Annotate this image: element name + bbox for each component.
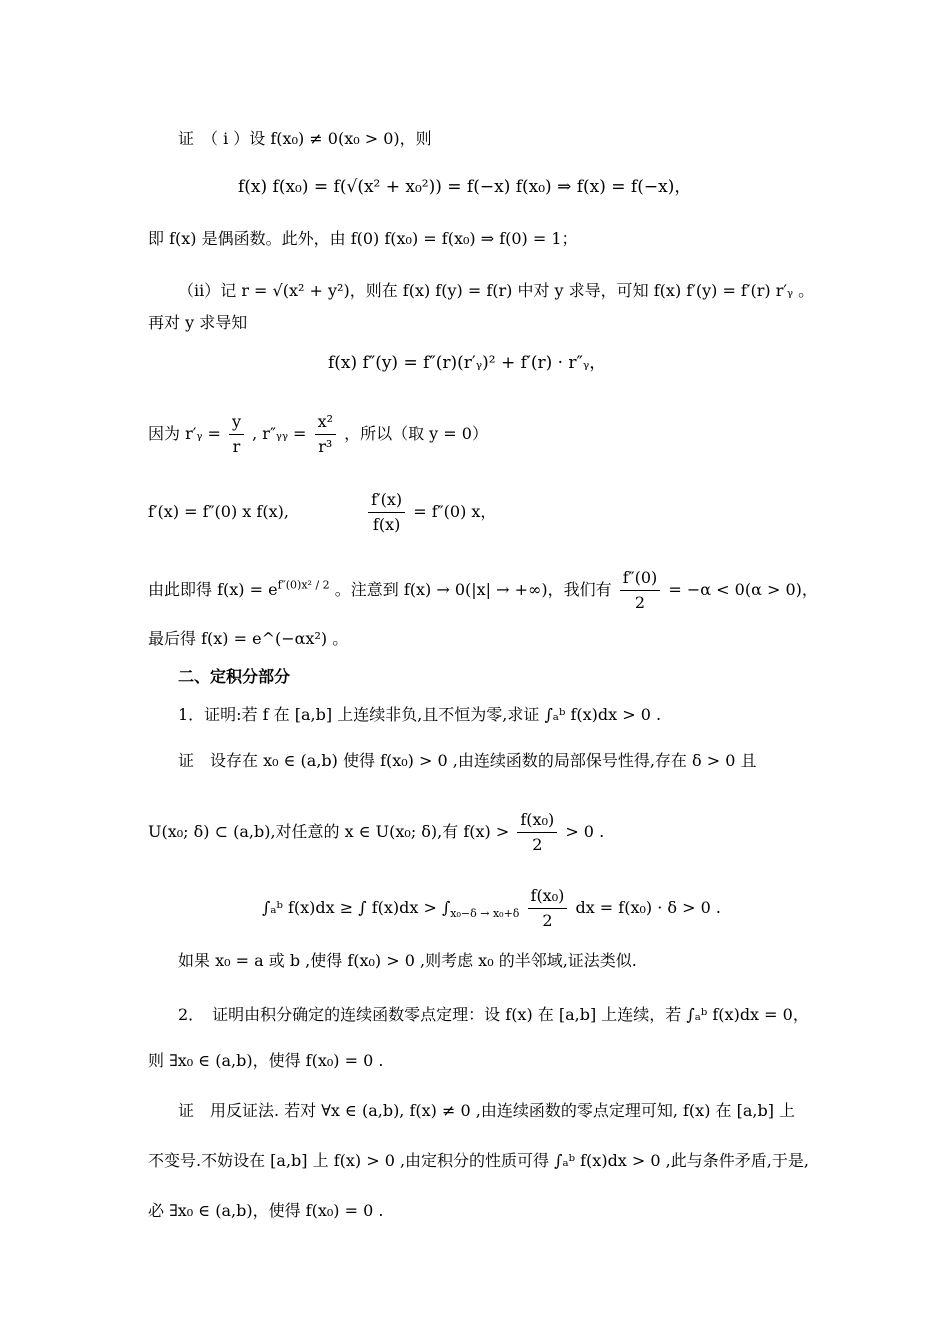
integral-text-2: dx = f(x₀) · δ > 0 . — [575, 898, 721, 917]
proof-line-because — [148, 410, 488, 459]
fraction-numerator: f′(x) — [368, 488, 405, 513]
proof-line-final: 最后得 f(x) = e^(−αx²) 。 — [148, 629, 349, 648]
fraction-numerator: f(x₀) — [528, 884, 568, 909]
solution-text-3: = −α < 0(α > 0)， — [668, 580, 818, 599]
equation-second-derivative: f(x) f″(y) = f″(r)(r′ᵧ)² + f′(r) · r″ᵧ， — [328, 353, 607, 373]
integral-text: ∫ₐᵇ f(x)dx ≥ ∫ f(x)dx > ∫ — [262, 898, 451, 917]
fraction-fprime-over-f — [368, 488, 405, 537]
proof-line-1: 证 （ i ）设 f(x₀) ≠ 0(x₀ > 0)，则 — [178, 129, 432, 148]
fraction-numerator: f″(0) — [620, 566, 661, 591]
fraction-denominator: r³ — [318, 437, 333, 456]
because-text-2: , r″ᵧᵧ = — [252, 424, 307, 443]
proof-line-even: 即 f(x) 是偶函数。此外，由 f(0) f(x₀) = f(x₀) ⇒ f(0) = 1； — [148, 229, 578, 248]
proof-line-solution — [148, 566, 818, 615]
fraction-denominator: r — [232, 437, 241, 456]
problem-1: 1．证明:若 f 在 [a,b] 上连续非负,且不恒为零,求证 ∫ₐᵇ f(x)dx > 0 . — [178, 705, 662, 724]
proof-1-line-2 — [148, 808, 604, 857]
equation-right: = f″(0) x， — [413, 502, 497, 521]
fraction-fx0-over-2 — [528, 884, 568, 933]
proof-2-line-3: 必 ∃x₀ ∈ (a,b)，使得 f(x₀) = 0 . — [148, 1201, 384, 1220]
fraction-numerator: y — [229, 410, 244, 435]
fraction-fx0-over-2 — [517, 808, 557, 857]
equation-left: f′(x) = f″(0) x f(x), — [148, 502, 289, 521]
proof-2-line-1: 证 用反证法. 若对 ∀x ∈ (a,b), f(x) ≠ 0 ,由连续函数的零点定理可知, f(x) 在 [a,b] 上 — [178, 1101, 796, 1120]
equation-even-function: f(x) f(x₀) = f(√(x² + x₀²)) = f(−x) f(x₀) ⇒ f(x) = f(−x)， — [238, 177, 692, 197]
fraction-denominator: f(x) — [372, 515, 401, 534]
proof-line-derive: 再对 y 求导知 — [148, 313, 248, 332]
because-text: 因为 r′ᵧ = — [148, 424, 221, 443]
fraction-numerator: f(x₀) — [517, 808, 557, 833]
fraction-denominator: 2 — [542, 911, 553, 930]
because-text-3: ，所以（取 y = 0） — [344, 424, 488, 443]
proof-1-remark: 如果 x₀ = a 或 b ,使得 f(x₀) > 0 ,则考虑 x₀ 的半邻域,证法类似. — [178, 951, 637, 970]
fraction-denominator: 2 — [532, 835, 543, 854]
proof-1-line-1: 证 设存在 x₀ ∈ (a,b) 使得 f(x₀) > 0 ,由连续函数的局部保号性得,存在 δ > 0 且 — [178, 751, 757, 770]
fraction-denominator: 2 — [634, 593, 646, 612]
fraction-y-over-r — [229, 410, 244, 459]
problem-2: 2． 证明由积分确定的连续函数零点定理：设 f(x) 在 [a,b] 上连续，若 ∫ₐᵇ f(x)dx = 0， — [178, 1005, 809, 1024]
proof-2-line-2: 不变号.不妨设在 [a,b] 上 f(x) > 0 ,由定积分的性质可得 ∫ₐᵇ f(x)dx > 0 ,此与条件矛盾,于是, — [148, 1151, 809, 1170]
integral-limits: x₀−δ → x₀+δ — [450, 907, 520, 921]
section-heading: 二、定积分部分 — [178, 667, 291, 686]
fraction-x2-over-r3 — [315, 410, 336, 459]
fraction-fdoubleprime-over-2 — [620, 566, 661, 615]
solution-text-2: 。注意到 f(x) → 0(|x| → +∞)，我们有 — [334, 580, 612, 599]
proof-line-ii: （ii）记 r = √(x² + y²)，则在 f(x) f(y) = f(r) 中对 y 求导，可知 f(x) f′(y) = f′(r) r′ᵧ 。 — [178, 281, 815, 300]
proof-1-text: U(x₀; δ) ⊂ (a,b),对任意的 x ∈ U(x₀; δ),有 f(x) > — [148, 822, 510, 841]
equation-integral-bound — [262, 884, 721, 933]
solution-text: 由此即得 f(x) = e — [148, 580, 278, 599]
equation-first-order — [148, 488, 496, 537]
fraction-numerator: x² — [315, 410, 336, 435]
exponent: f″(0)x² / 2 — [277, 578, 330, 592]
problem-2-conclusion: 则 ∃x₀ ∈ (a,b)，使得 f(x₀) = 0 . — [148, 1051, 384, 1070]
proof-1-text-2: > 0 . — [565, 822, 605, 841]
